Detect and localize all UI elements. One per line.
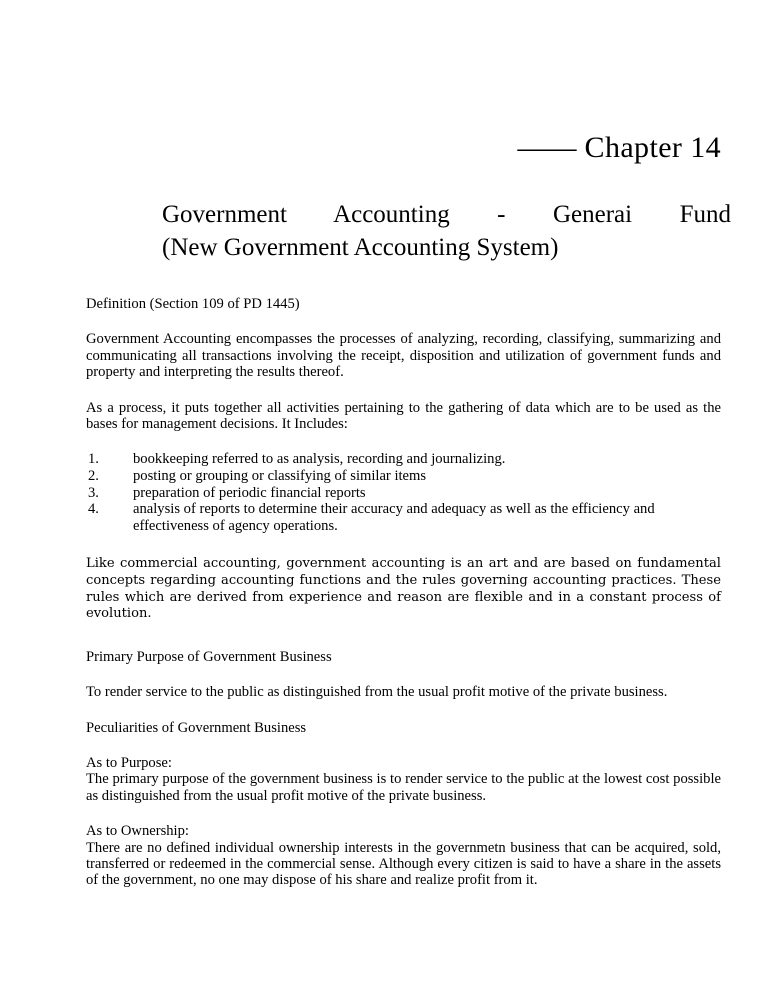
peculiarities-heading: Peculiarities of Government Business <box>86 719 307 736</box>
primary-purpose-heading: Primary Purpose of Government Business <box>86 648 332 665</box>
primary-purpose-paragraph: To render service to the public as distinguished from the usual profit motive of the private business. <box>86 684 668 701</box>
list-item <box>86 451 721 468</box>
as-to-ownership-label: As to Ownership: <box>86 823 189 840</box>
list-item <box>86 501 721 534</box>
chapter-heading <box>86 128 721 168</box>
process-intro-paragraph: As a process, it puts together all activities pertaining to the gathering of data which are to be used as the bases for management decisions. It Includes: <box>86 399 721 433</box>
page-title-line-2: (New Government Accounting System) <box>162 234 559 261</box>
spacer <box>86 534 721 556</box>
as-to-ownership-paragraph: There are no defined individual ownership interests in the governmetn business that can be acquired, sold, transferred or redeemed in the commercial sense. Although every citizen is said to have a share in the assets of the government, no one may dispose of his share and realize profit from it. <box>86 839 721 889</box>
page-title <box>162 198 731 264</box>
definition-heading: Definition (Section 109 of PD 1445) <box>86 296 300 312</box>
document-body <box>86 296 721 889</box>
list-item-number: 3. <box>88 484 99 501</box>
spacer <box>86 804 721 823</box>
list-item-label: bookkeeping referred to as analysis, recording and journalizing. <box>133 451 506 468</box>
spacer <box>86 432 721 451</box>
list-item-label: analysis of reports to determine their accuracy and adequacy as well as the efficiency and effectiveness of agency operations. <box>133 501 655 534</box>
em-dash-rule: —— <box>517 131 576 164</box>
as-to-purpose-paragraph: The primary purpose of the government business is to render service to the public at the lowest cost possible as distinguished from the usual profit motive of the private business. <box>86 771 721 804</box>
spacer <box>86 312 721 331</box>
list-item-label: posting or grouping or classifying of similar items <box>133 468 427 485</box>
list-item <box>86 485 721 502</box>
spacer <box>86 701 721 720</box>
spacer <box>86 381 721 400</box>
spacer <box>86 665 721 684</box>
as-to-purpose-label: As to Purpose: <box>86 755 172 771</box>
list-item-number: 2. <box>88 468 99 485</box>
page-title-line-1: Government Accounting - Generai Fund <box>162 201 731 228</box>
spacer <box>86 736 721 755</box>
list-item-number: 4. <box>88 501 99 518</box>
chapter-label: Chapter 14 <box>584 131 721 164</box>
commercial-comparison-paragraph: Like commercial accounting, government accounting is an art and are based on fundamental concepts regarding accounting functions and the rules governing accounting practices. These rules which are derived from experience and reason are flexible and in a constant process of evolution. <box>86 556 721 622</box>
list-item-label: preparation of periodic financial reports <box>133 484 366 501</box>
list-item <box>86 468 721 485</box>
spacer <box>86 623 721 649</box>
process-list <box>86 451 721 534</box>
definition-body-paragraph: Government Accounting encompasses the processes of analyzing, recording, classifying, summarizing and communicating all transactions involving the receipt, disposition and utilization of government funds and property and interpreting the results thereof. <box>86 331 721 381</box>
list-item-number: 1. <box>88 451 99 468</box>
